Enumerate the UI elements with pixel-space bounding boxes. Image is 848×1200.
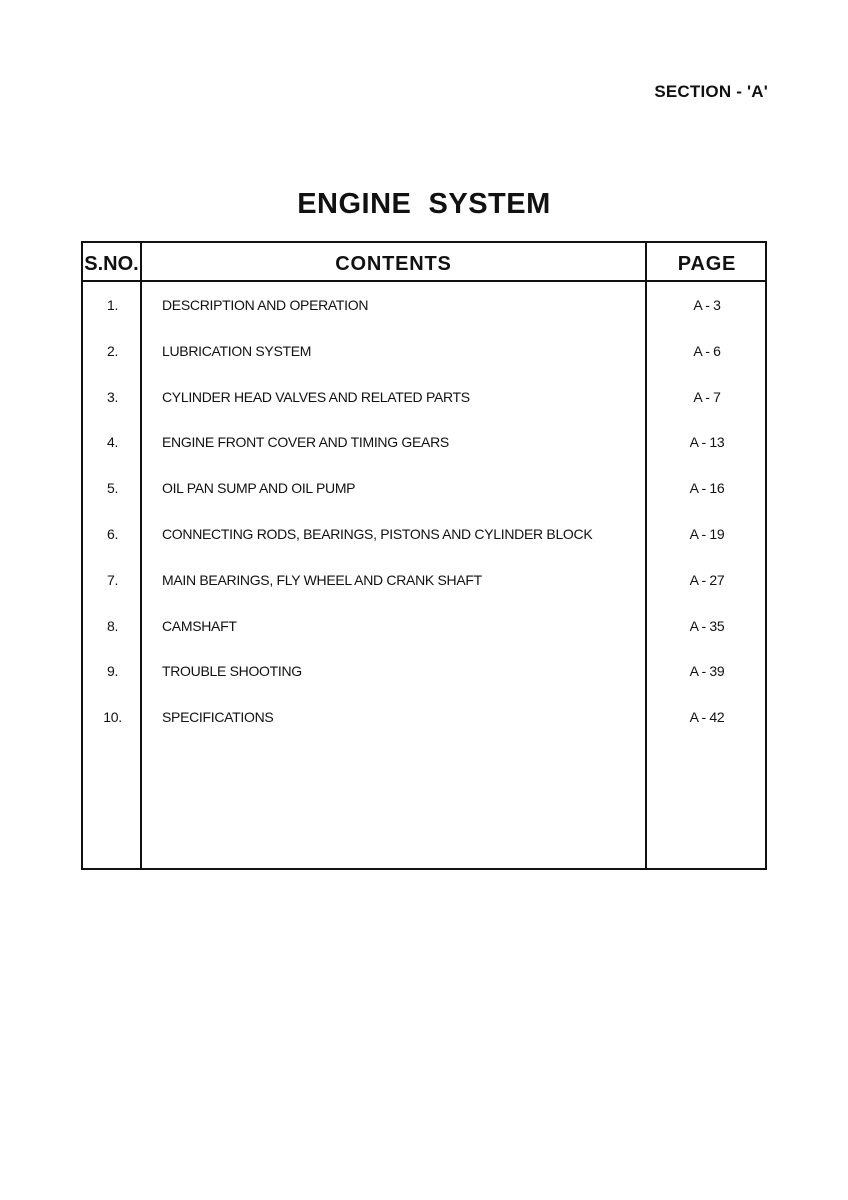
- table-row[interactable]: [83, 615, 765, 661]
- row-number: 8.: [106, 617, 119, 634]
- row-page: A - 7: [693, 388, 721, 405]
- page-title: ENGINE SYSTEM: [297, 188, 551, 220]
- row-title: DESCRIPTION AND OPERATION: [162, 297, 369, 313]
- table-row[interactable]: [83, 294, 765, 340]
- row-page: A - 6: [693, 342, 721, 359]
- row-number: 4.: [106, 434, 119, 451]
- row-page: A - 16: [689, 480, 725, 497]
- table-row[interactable]: [83, 569, 765, 615]
- row-number: 5.: [106, 480, 119, 497]
- table-row[interactable]: [83, 523, 765, 569]
- table-row[interactable]: [83, 477, 765, 523]
- row-page: A - 42: [689, 709, 725, 726]
- table-row[interactable]: [83, 660, 765, 706]
- header-contents: CONTENTS: [335, 253, 452, 275]
- table-row[interactable]: [83, 706, 765, 752]
- table-row[interactable]: [83, 386, 765, 432]
- table-row[interactable]: [83, 431, 765, 477]
- row-title: ENGINE FRONT COVER AND TIMING GEARS: [162, 434, 449, 451]
- row-title: TROUBLE SHOOTING: [162, 663, 302, 680]
- table-header-row: [83, 243, 765, 282]
- row-number: 10.: [103, 709, 122, 726]
- row-title: LUBRICATION SYSTEM: [162, 342, 312, 359]
- row-number: 9.: [106, 663, 119, 680]
- row-title: CYLINDER HEAD VALVES AND RELATED PARTS: [162, 388, 470, 405]
- row-number: 3.: [106, 388, 119, 405]
- section-label: SECTION - 'A': [654, 82, 768, 101]
- row-title: MAIN BEARINGS, FLY WHEEL AND CRANK SHAFT: [162, 571, 482, 588]
- header-page: PAGE: [677, 253, 737, 275]
- row-number: 6.: [106, 525, 119, 542]
- row-title: CAMSHAFT: [162, 617, 237, 634]
- row-number: 2.: [106, 342, 119, 359]
- row-title: OIL PAN SUMP AND OIL PUMP: [162, 480, 356, 497]
- row-title: SPECIFICATIONS: [162, 709, 274, 726]
- header-sno: S.NO.: [84, 253, 139, 275]
- row-title: CONNECTING RODS, BEARINGS, PISTONS AND CYLINDER BLOCK: [162, 525, 593, 542]
- row-page: A - 19: [689, 525, 725, 542]
- contents-table: [81, 241, 767, 870]
- row-number: 1.: [106, 297, 119, 313]
- table-body: [83, 282, 765, 752]
- row-page: A - 13: [689, 434, 725, 451]
- row-page: A - 35: [689, 617, 725, 634]
- row-page: A - 27: [689, 571, 725, 588]
- row-page: A - 39: [689, 663, 725, 680]
- row-number: 7.: [106, 571, 119, 588]
- row-page: A - 3: [693, 297, 721, 313]
- table-row[interactable]: [83, 340, 765, 386]
